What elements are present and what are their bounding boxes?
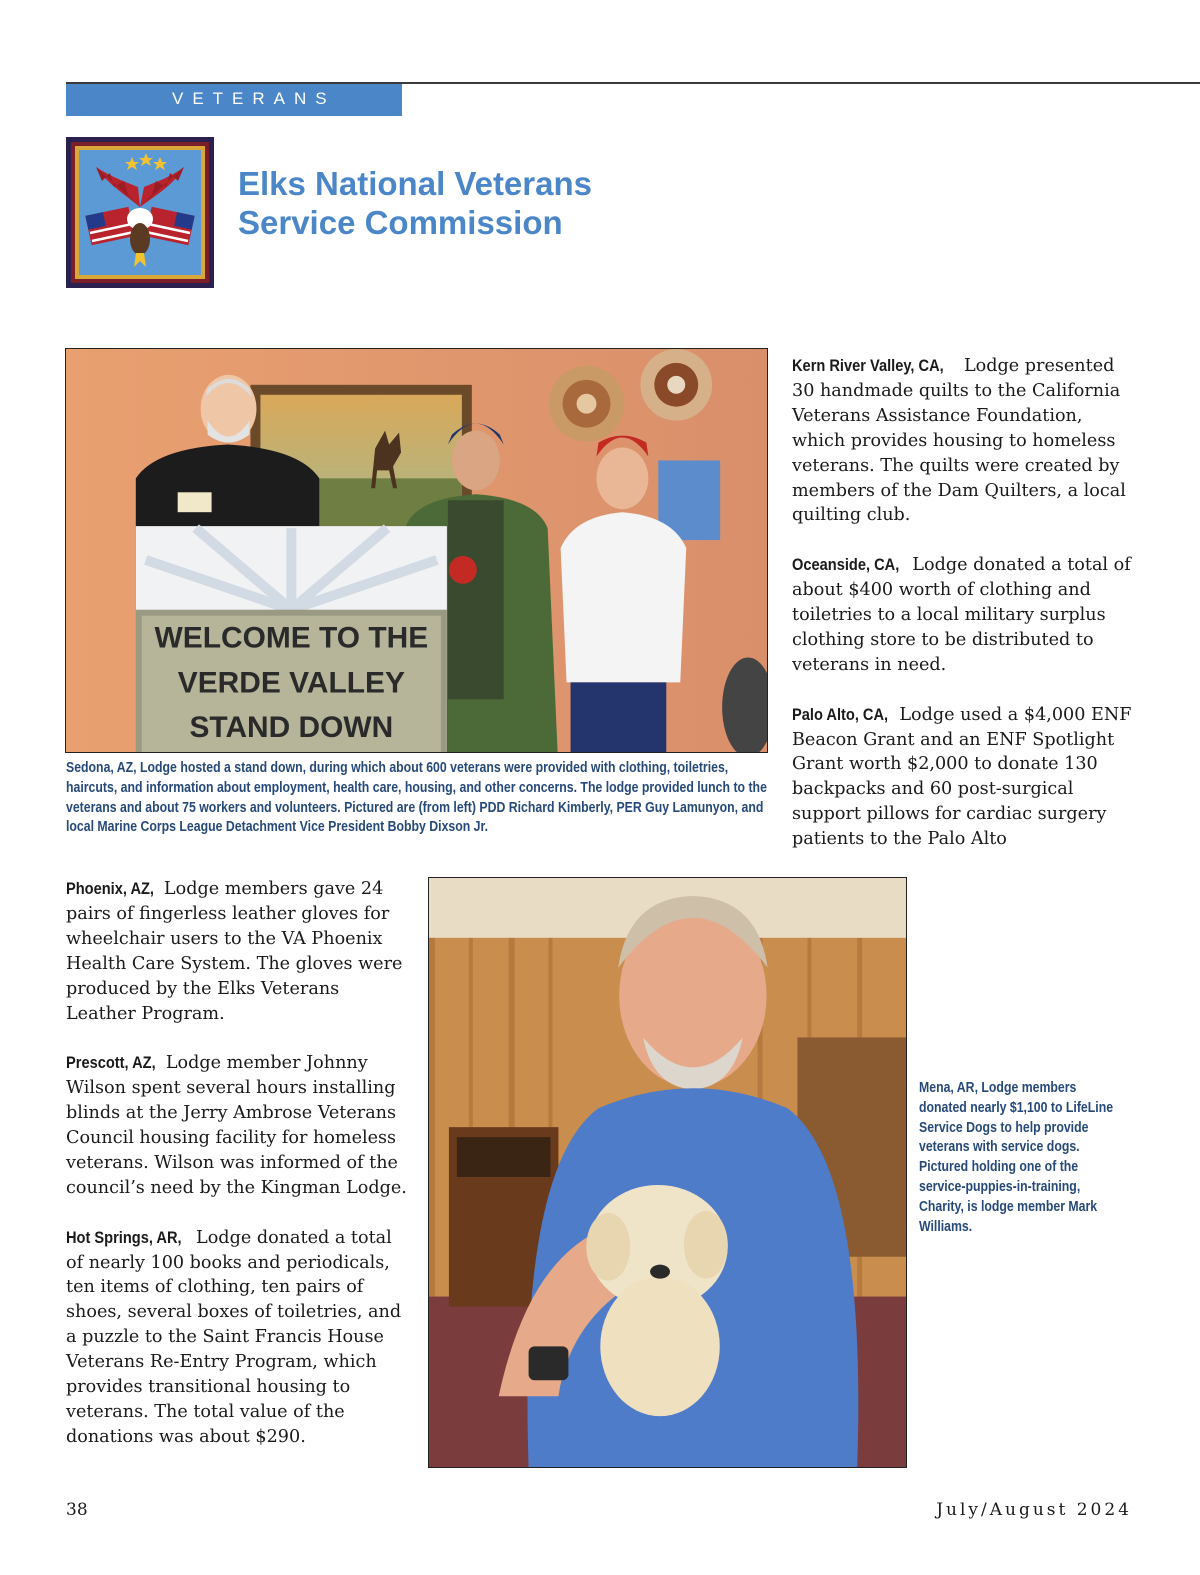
stand-down-caption [66,759,771,838]
page-title [238,164,592,242]
item-text: Lodge members gave 24 pairs of fingerless leather gloves for wheelchair users to the VA Phoenix Health Care System. The gloves were produced by the Elks Veterans Leather Program. [66,879,403,1024]
puppy-caption [919,1079,1125,1237]
item-phoenix [66,877,411,1026]
sign-line-1: WELCOME TO THE [154,621,429,655]
section-label: VETERANS [172,89,336,108]
caption-lead: Sedona, AZ, [66,760,137,776]
caption-lead: Mena, AR, [919,1080,978,1096]
item-prescott [66,1051,411,1200]
issue-date: July/August 2024 [936,1500,1132,1520]
item-palo-alto [792,703,1137,852]
title-line-2: Service Commission [238,204,563,241]
item-text: Lodge donated a total of nearly 100 books and periodicals, ten items of clothing, ten pairs of shoes, several boxes of toiletries, and a puzzle to the Saint Francis House Veterans Re-Entry Program, which provides transitional housing to veterans. The total value of the donations was about $290. [66,1227,402,1447]
puppy-photo [428,877,907,1468]
item-lead: Kern River Valley, CA, [792,356,944,375]
left-column [66,877,411,1475]
envsc-logo [66,137,214,288]
item-lead: Prescott, AZ, [66,1053,156,1073]
right-column [792,354,1137,877]
item-text: Lodge donated a total of about $400 worth of clothing and toiletries to a local military surplus clothing store to be distributed to veterans in need. [792,555,1131,675]
title-line-1: Elks National Veterans [238,165,592,202]
sign-line-3: STAND DOWN [189,711,394,745]
item-hot-springs [66,1226,411,1450]
sign-line-2: VERDE VALLEY [177,666,405,700]
item-lead: Palo Alto, CA, [792,704,889,724]
item-lead: Oceanside, CA, [792,555,900,575]
item-kern-river-valley [792,354,1137,528]
item-lead: Phoenix, AZ, [66,879,155,898]
page-number: 38 [66,1500,88,1520]
item-text: Lodge used a $4,000 ENF Beacon Grant and an ENF Spotlight Grant worth $2,000 to donate 130 backpacks and 60 post-surgical support pillows for cardiac surgery patients to the Palo Alto [792,704,1132,850]
caption-text: Lodge hosted a stand down, during which about 600 veterans were provided with clothing, toiletries, haircuts, and information about employment, health care, housing, and other concerns. The lodge provided lunch to the veterans and about 75 workers and volunteers. Pictured are (from left) PDD Richard Kimberly, PER Guy Lamunyon, and local Marine Corps League Detachment Vice President Bobby Dixson Jr. [66,760,767,836]
item-lead: Hot Springs, AR, [66,1227,182,1247]
caption-text: Lodge members donated nearly $1,100 to LifeLine Service Dogs to help provide veterans with service dogs. Pictured holding one of the service-puppies-in-training, Charity, is lodge member Mark Williams. [919,1080,1114,1235]
item-text: Lodge presented 30 handmade quilts to the California Veterans Assistance Foundation, which provides housing to homeless veterans. The quilts were created by members of the Dam Quilters, a local quilting club. [792,356,1126,526]
item-text: Lodge member Johnny Wilson spent several hours installing blinds at the Jerry Ambrose Veterans Council housing facility for homeless veterans. Wilson was informed of the council’s need by the Kingman Lodge. [66,1053,407,1198]
item-oceanside [792,553,1137,678]
stand-down-photo [65,348,768,753]
